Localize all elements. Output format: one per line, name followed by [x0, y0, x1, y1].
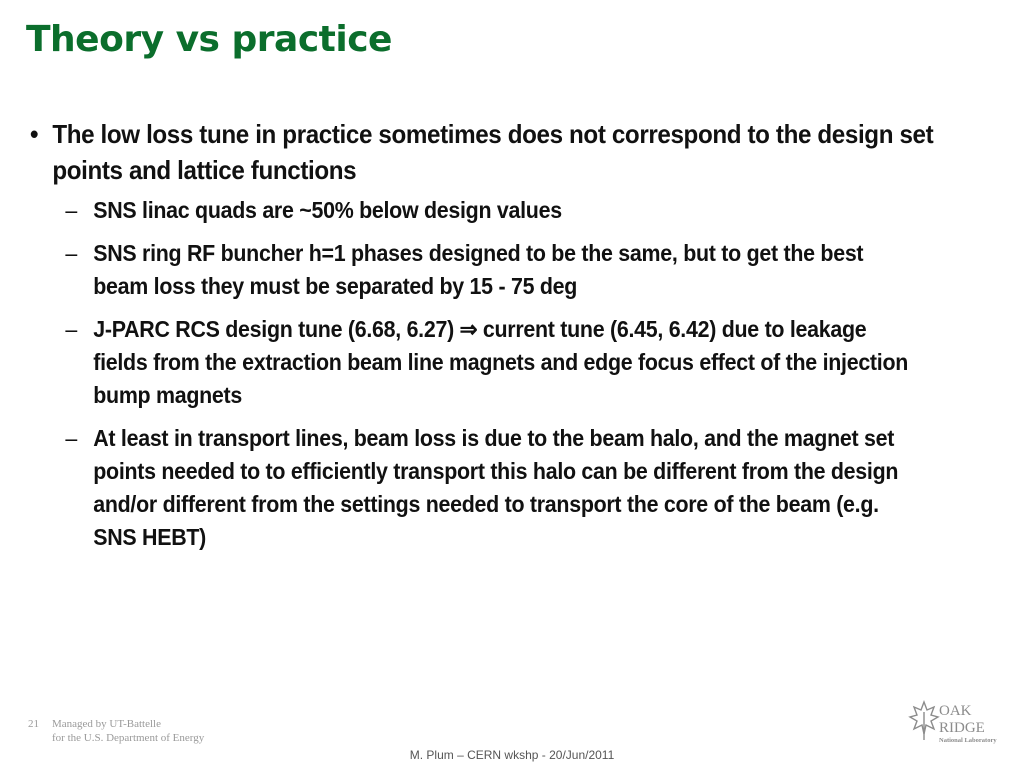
dash-marker: –: [65, 316, 77, 342]
bullet-marker: •: [30, 119, 39, 149]
dash-marker: –: [65, 240, 77, 266]
sub-bullet-text: At least in transport lines, beam loss is due to the beam halo, and the magnet set points needed to to efficiently transport this halo can be different from the design and/or different from the settings needed to transport the core of the beam (e.g. SNS HEBT): [93, 425, 899, 550]
footer-org-text: [52, 717, 204, 745]
sub-bullet-text: SNS ring RF buncher h=1 phases designed to be the same, but to get the best beam loss they must be separated by 15 - 75 deg: [93, 240, 864, 299]
logo-oak-text: OAK: [939, 703, 972, 719]
sub-bullet-text: J-PARC RCS design tune (6.68, 6.27) ⇒ current tune (6.45, 6.42) due to leakage fields from the extraction beam line magnets and edge focus effect of the injection bump magnets: [93, 316, 909, 408]
main-bullet: [30, 116, 936, 188]
sub-bullet: [30, 194, 921, 227]
footer-author-date: M. Plum – CERN wkshp - 20/Jun/2011: [409, 748, 615, 762]
sub-bullet-text: SNS linac quads are ~50% below design values: [93, 197, 562, 223]
main-bullet-text: The low loss tune in practice sometimes does not correspond to the design set points and lattice functions: [52, 119, 934, 185]
leaf-logo-icon: [910, 702, 938, 740]
sub-bullet: [30, 237, 921, 303]
slide-body: [30, 116, 934, 564]
slide-number: 21: [28, 718, 39, 730]
department-text: for the U.S. Department of Energy: [52, 732, 205, 744]
footer-organization: [28, 717, 205, 744]
sub-bullet: [30, 313, 921, 412]
logo-ridge-text: RIDGE: [939, 720, 985, 736]
ornl-logo: [908, 698, 1000, 746]
slide-title: Theory vs practice: [26, 19, 392, 60]
dash-marker: –: [65, 425, 77, 451]
logo-national-laboratory-text: National Laboratory: [939, 737, 997, 744]
managed-by-text: Managed by UT-Battelle: [52, 718, 161, 730]
dash-marker: –: [65, 197, 77, 223]
sub-bullet: [30, 422, 921, 554]
